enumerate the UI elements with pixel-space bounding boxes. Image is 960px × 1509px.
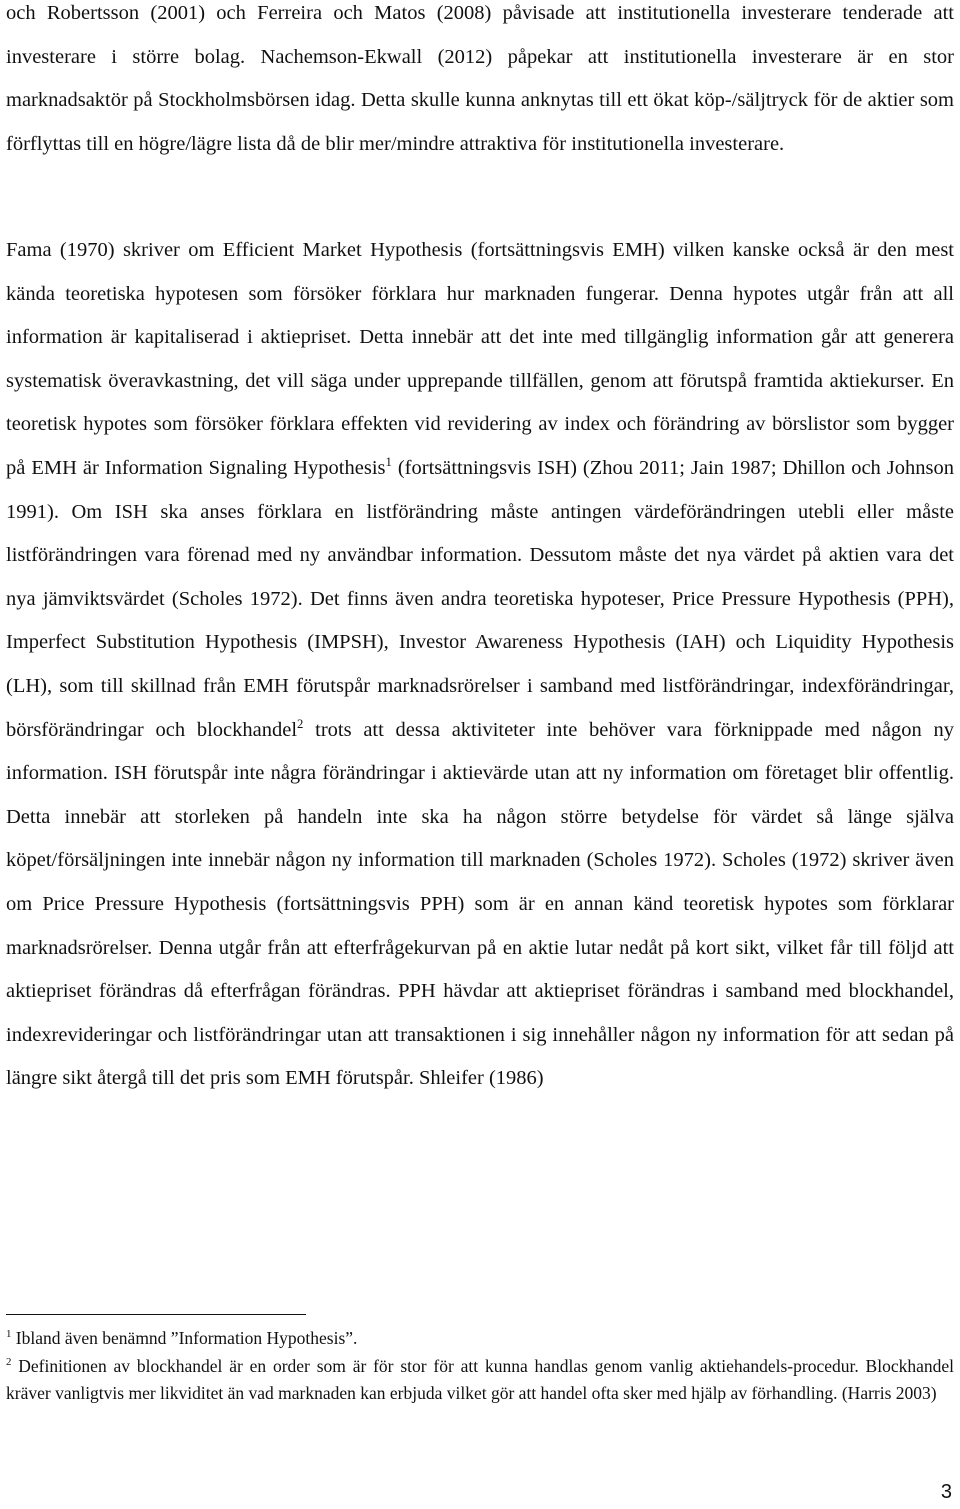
paragraph-1-text: och Robertsson (2001) och Ferreira och Matos (2008) påvisade att institutionella investerare tenderade att investerare i större bolag. Nachemson-Ekwall (2012) påpekar att institutionella investerare är en stor marknadsaktör på Stockholmsbörsen idag. Detta skulle kunna anknytas till ett ökat köp-/säljtryck för de aktier som förflyttas till en högre/lägre lista då de blir mer/mindre attraktiva för institutionella investerare. xyxy=(6,2,954,155)
footnote-1-number: 1 xyxy=(6,1328,12,1341)
footnotes xyxy=(6,1325,954,1408)
footnote-2-text: Definitionen av blockhandel är en order som är för stor för att kunna handlas genom vanlig aktiehandels-procedur. Blockhandel kräver vanligtvis mer likviditet än vad marknaden kan erbjuda vilket gör att handel ofta sker med hjälp av förhandling. (Harris 2003) xyxy=(6,1355,954,1403)
paragraph-2-text-a: Fama (1970) skriver om Efficient Market Hypothesis (fortsättningsvis EMH) vilken kanske också är den mest kända teoretiska hypotesen som försöker förklara hur marknaden fungerar. Denna hypotes utgår från att all information är kapitaliserad i aktiepriset. Detta innebär att det inte med tillgänglig information går att generera systematisk överavkastning, det vill säga under upprepande tillfällen, genom att förutspå framtida aktiekurser. En teoretisk hypotes som försöker förklara effekten vid revidering av index och förändring av börslistor som bygger på EMH är Information Signaling Hypothesis xyxy=(6,239,954,479)
paragraph-2-text-c: trots att dessa aktiviteter inte behöver vara förknippade med någon ny information. ISH förutspår inte några förändringar i aktievärde utan att ny information om företaget blir offentlig. Detta innebär att storleken på handeln inte ska ha någon större betydelse för värdet så länge själva köpet/försäljningen inte innebär någon ny information till marknaden (Scholes 1972). Scholes (1972) skriver även om Price Pressure Hypothesis (fortsättningsvis PPH) som är en annan känd teoretisk hypotes som förklarar marknadsrörelser. Denna utgår från att efterfrågekurvan på en aktie lutar nedåt på kort sikt, vilket får till följd att aktiepriset förändras då efterfrågan förändras. PPH hävdar att aktiepriset förändras i samband med blockhandel, indexrevideringar och listförändringar utan att transaktionen i sig innehåller någon ny information för att sedan på längre sikt återgå till det pris som EMH förutspår. Shleifer (1986) xyxy=(6,718,954,1090)
paragraph-2-text-b: (fortsättningsvis ISH) (Zhou 2011; Jain 1987; Dhillon och Johnson 1991). Om ISH ska anses förklara en listförändring måste antingen värdeförändringen utebli eller måste listförändringen vara förenad med ny användbar information. Dessutom måste det nya värdet på aktien vara det nya jämviktsvärdet (Scholes 1972). Det finns även andra teoretiska hypoteser, Price Pressure Hypothesis (PPH), Imperfect Substitution Hypothesis (IMPSH), Investor Awareness Hypothesis (IAH) och Liquidity Hypothesis (LH), som till skillnad från EMH förutspår marknadsrörelser i samband med listförändringar, indexförändringar, börsförändringar och blockhandel xyxy=(6,456,954,741)
footnote-ref-2[interactable]: 2 xyxy=(297,716,304,731)
footnote-ref-1[interactable]: 1 xyxy=(385,455,392,470)
footnote-1-text: Ibland även benämnd ”Information Hypothesis”. xyxy=(11,1328,358,1348)
paragraph-1 xyxy=(6,0,954,166)
footnote-2 xyxy=(6,1353,954,1408)
footnote-1 xyxy=(6,1325,954,1353)
page-number: 3 xyxy=(940,1481,952,1503)
footnote-2-number: 2 xyxy=(6,1355,12,1368)
paragraph-2 xyxy=(6,229,954,1101)
footnote-separator xyxy=(6,1314,306,1315)
